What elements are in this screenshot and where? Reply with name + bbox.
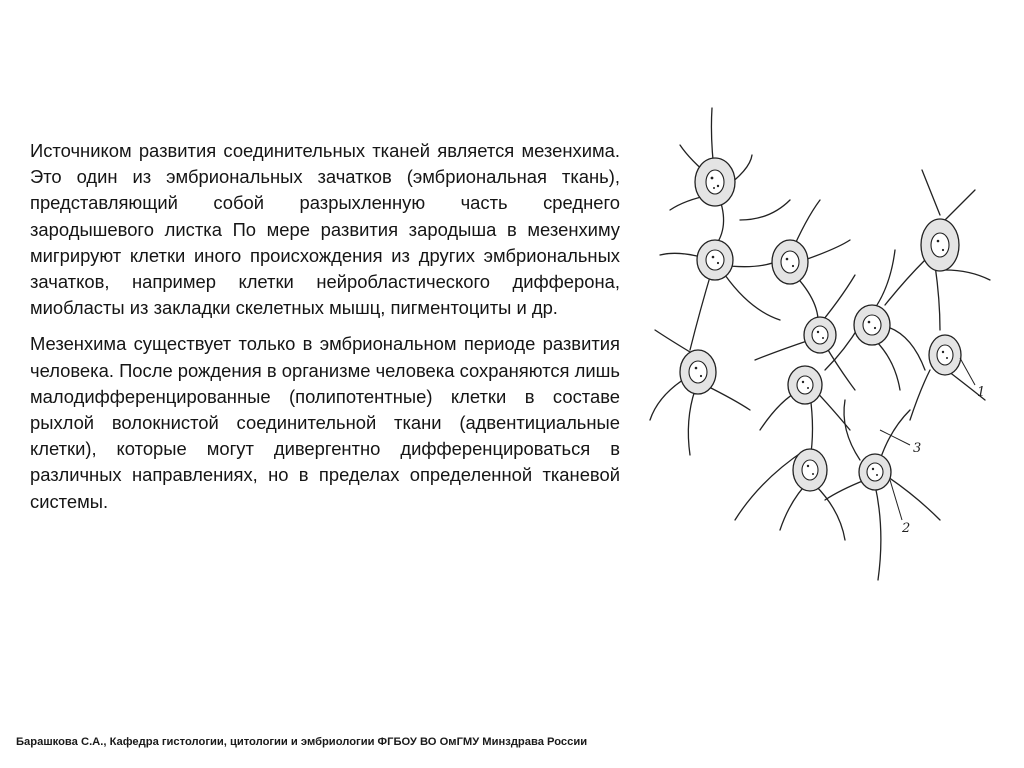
- nucleus: [706, 250, 724, 270]
- mesenchyme-cells-illustration: [640, 100, 1000, 590]
- nucleus: [812, 326, 828, 344]
- footer-credit: Барашкова С.А., Кафедра гистологии, цитологии и эмбриологии ФГБОУ ВО ОмГМУ Минздрава России: [16, 736, 588, 748]
- nucleus: [931, 233, 949, 257]
- nucleus: [781, 251, 799, 273]
- paragraph-mesenchyme-period: Мезенхима существует только в эмбриональном периоде развития человека. После рождения в организме человека сохраняются лишь малодифференцированные (полипотентные) клетки в составе рыхлой волокнистой соединительной ткани (адвентициальные клетки), которые могут дивергентно дифференцироваться в различных направлениях, но в пределах определенной тканевой системы.: [30, 333, 620, 512]
- nucleus: [802, 460, 818, 480]
- nucleus: [706, 170, 724, 194]
- body-text: [30, 138, 620, 515]
- paragraph-mesenchyme-source: Источником развития соединительных тканей является мезенхима. Это один из эмбриональных зачатков (эмбриональная ткань), представляющий собой разрыхленную часть среднего зародышевого листка По мере развития зародыша в мезенхиму мигрируют клетки иного происхождения из других эмбриональных зачатков, например клетки нейробластического дифферона, миобласты из закладки скелетных мышц, пигментоциты и др.: [30, 140, 620, 319]
- nucleus: [797, 376, 813, 394]
- label-pointers: [880, 358, 975, 520]
- nucleus: [863, 315, 881, 335]
- nucleus: [689, 361, 707, 383]
- figure-label-1: 1: [977, 385, 986, 400]
- figure-label-2: 2: [902, 521, 911, 536]
- nucleus: [937, 345, 953, 365]
- figure-label-3: 3: [913, 441, 922, 456]
- nucleus: [867, 463, 883, 481]
